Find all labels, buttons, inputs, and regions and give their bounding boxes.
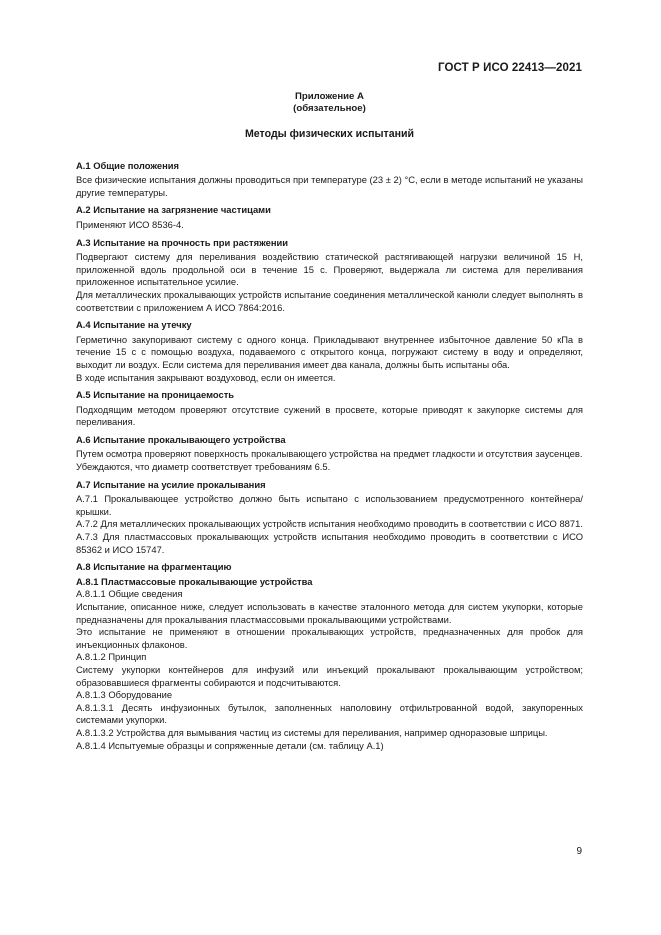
paragraph: Путем осмотра проверяют поверхность прокалывающего устройства на предмет гладкости и отсутствия заусенцев. (76, 448, 583, 460)
section-a6 (76, 434, 583, 474)
paragraph: А.7.3 Для пластмассовых прокалывающих устройств испытания необходимо проводить в соответствии с ИСО 85362 и ИСО 15747. (76, 531, 583, 555)
section-heading: А.2 Испытание на загрязнение частицами (76, 204, 271, 216)
section-heading: А.5 Испытание на проницаемость (76, 389, 235, 401)
paragraph: Все физические испытания должны проводиться при температуре (23 ± 2) °С, если в методе испытаний не указаны другие температуры. (76, 174, 583, 198)
section-a3 (76, 237, 583, 315)
section-heading: А.3 Испытание на прочность при растяжении (76, 236, 289, 248)
page-content (76, 91, 583, 752)
section-heading: А.8 Испытание на фрагментацию (76, 561, 232, 573)
paragraph: Подвергают систему для переливания воздействию статической растягивающей нагрузки величиной 15 Н, приложенной вдоль продольной оси в течение 15 с. Проверяют, выдержала ли система для переливания приложенное испытательное усилие. (76, 251, 583, 288)
paragraph: А.8.1.2 Принцип (76, 651, 147, 663)
paragraph: Применяют ИСО 8536-4. (76, 218, 184, 230)
paragraph: Убеждаются, что диаметр соответствует требованиям 6.5. (76, 461, 331, 473)
paragraph: Систему укупорки контейнеров для инфузий или инъекций прокалывают прокалывающим устройством; образовавшиеся фрагменты собираются и подсчитываются. (76, 663, 583, 688)
paragraph: А.8.1.3.1 Десять инфузионных бутылок, заполненных наполовину отфильтрованной водой, закупоренных системами укупорки. (76, 701, 583, 726)
section-heading: А.7 Испытание на усилие прокалывания (76, 478, 266, 490)
section-a5 (76, 389, 583, 429)
paragraph: В ходе испытания закрывают воздуховод, если он имеется. (76, 371, 336, 383)
paragraph: Герметично закупоривают систему с одного конца. Прикладывают внутреннее избыточное давление 50 кПа в течение 15 с с помощью воздуха, подаваемого с открытого конца, погружают систему в воду и определяют, выходит ли воздух. Если система для переливания имеет два канала, должны быть испытаны оба. (76, 333, 583, 370)
appendix-label: Приложение А (295, 91, 364, 102)
paragraph: А.8.1.3 Оборудование (76, 689, 173, 701)
appendix-title: Методы физических испытаний (244, 128, 415, 140)
paragraph: Это испытание не применяют в отношении прокалывающих устройств, предназначенных для пробок для инъекционных флаконов. (76, 626, 583, 650)
paragraph: Подходящим методом проверяют отсутствие сужений в просвете, которые приводят к закупорке системы для переливания. (76, 403, 583, 428)
paragraph: Для металлических прокалывающих устройств испытание соединения металлической канюли следует выполнять в соответствии с приложением А ИСО 7864:2016. (76, 288, 583, 313)
page-number: 9 (576, 846, 582, 857)
paragraph: А.7.2 Для металлических прокалывающих устройств испытания необходимо проводить в соответствии с ИСО 8871. (76, 518, 583, 530)
section-a1 (76, 160, 583, 200)
subsection-heading: А.8.1 Пластмассовые прокалывающие устройства (76, 575, 313, 587)
section-heading: А.1 Общие положения (76, 159, 179, 171)
paragraph: А.8.1.3.2 Устройства для вымывания частиц из системы для переливания, например одноразовые шприцы. (76, 726, 548, 738)
section-heading: А.6 Испытание прокалывающего устройства (76, 433, 286, 445)
paragraph: Испытание, описанное ниже, следует использовать в качестве эталонного метода для систем укупорки, которые предназначены для прокалывания пластмассовыми прокалывающими устройствами. (76, 601, 583, 625)
paragraph: А.8.1.1 Общие сведения (76, 588, 183, 600)
section-a2 (76, 204, 583, 231)
paragraph: А.8.1.4 Испытуемые образцы и сопряженные детали (см. таблицу А.1) (76, 739, 384, 751)
section-heading: А.4 Испытание на утечку (76, 319, 192, 331)
paragraph: А.7.1 Прокалывающее устройство должно быть испытано с использованием предусмотренного контейнера/крышки. (76, 493, 583, 517)
document-id: ГОСТ Р ИСО 22413—2021 (437, 62, 582, 74)
appendix-status: (обязательное) (293, 102, 366, 114)
section-a4 (76, 319, 583, 384)
section-a7 (76, 479, 583, 557)
section-a8 (76, 561, 583, 752)
